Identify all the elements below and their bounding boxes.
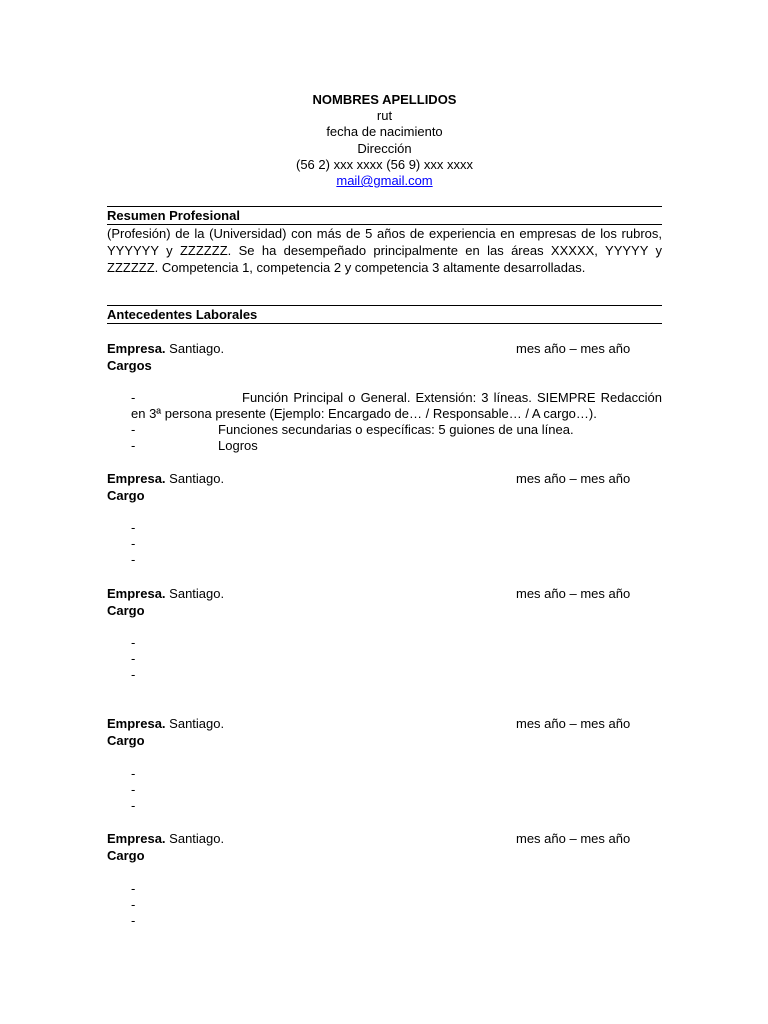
list-item bbox=[107, 798, 662, 814]
job-dates: mes año – mes año bbox=[516, 586, 631, 601]
bullet-dash: - bbox=[131, 897, 136, 912]
bullet-dash: - bbox=[131, 520, 136, 535]
company-city: Santiago. bbox=[169, 471, 225, 486]
bullet-text: Funciones secundarias o específicas: 5 guiones de una línea. bbox=[218, 422, 574, 437]
summary-bottom-rule bbox=[107, 224, 662, 225]
job-position: Cargo bbox=[107, 733, 145, 748]
list-item bbox=[107, 520, 662, 536]
work-top-rule bbox=[107, 305, 662, 306]
list-item bbox=[107, 782, 662, 798]
bullet-dash: - bbox=[131, 635, 136, 650]
bullet-text: Logros bbox=[218, 438, 258, 453]
company-name: Empresa. bbox=[107, 471, 166, 486]
contact-header bbox=[107, 92, 662, 189]
job-bullet-list bbox=[107, 520, 662, 568]
bullet-dash: - bbox=[131, 766, 136, 781]
company-city: Santiago. bbox=[169, 716, 225, 731]
phone-numbers: (56 2) xxx xxxx (56 9) xxx xxxx bbox=[296, 156, 473, 172]
list-item bbox=[107, 897, 662, 913]
job-dates: mes año – mes año bbox=[516, 831, 631, 846]
job-dates: mes año – mes año bbox=[516, 716, 631, 731]
company-name: Empresa. bbox=[107, 586, 166, 601]
list-item bbox=[107, 667, 662, 683]
company-name: Empresa. bbox=[107, 831, 166, 846]
company-city: Santiago. bbox=[169, 586, 225, 601]
bullet-dash: - bbox=[131, 536, 136, 551]
job-dates: mes año – mes año bbox=[516, 471, 631, 486]
bullet-dash: - bbox=[131, 881, 136, 896]
bullet-dash: - bbox=[131, 438, 136, 453]
list-item bbox=[107, 913, 662, 929]
company-name: Empresa. bbox=[107, 341, 166, 356]
list-item bbox=[107, 766, 662, 782]
list-item bbox=[107, 438, 662, 454]
company-city: Santiago. bbox=[169, 831, 225, 846]
list-item bbox=[107, 881, 662, 897]
bullet-dash: - bbox=[131, 552, 136, 567]
job-entry bbox=[107, 471, 662, 567]
list-item bbox=[107, 390, 662, 422]
summary-title: Resumen Profesional bbox=[107, 208, 240, 223]
summary-text: (Profesión) de la (Universidad) con más de 5 años de experiencia en empresas de los rubros, YYYYYY y ZZZZZZ. Se ha desempeñado principalmente en las áreas XXXXX, YYYYY y ZZZZZZ. Competencia 1, competencia 2 y competencia 3 altamente desarrolladas. bbox=[107, 226, 662, 275]
job-entry bbox=[107, 831, 662, 928]
job-entry bbox=[107, 586, 662, 682]
work-title: Antecedentes Laborales bbox=[107, 307, 258, 322]
bullet-dash: - bbox=[131, 651, 136, 666]
company-city: Santiago. bbox=[169, 341, 225, 356]
job-position: Cargo bbox=[107, 603, 145, 618]
birthdate-field: fecha de nacimiento bbox=[326, 124, 443, 140]
job-bullet-list bbox=[107, 390, 662, 454]
job-position: Cargo bbox=[107, 488, 145, 503]
job-position: Cargos bbox=[107, 358, 152, 373]
bullet-dash: - bbox=[131, 798, 136, 813]
email-link[interactable]: mail@gmail.com bbox=[336, 173, 433, 189]
list-item bbox=[107, 422, 662, 438]
bullet-dash: - bbox=[131, 782, 136, 797]
job-bullet-list bbox=[107, 635, 662, 683]
bullet-dash: - bbox=[131, 390, 136, 405]
bullet-dash: - bbox=[131, 667, 136, 682]
job-position: Cargo bbox=[107, 848, 145, 863]
address-field: Dirección bbox=[357, 140, 412, 156]
job-entry bbox=[107, 341, 662, 453]
full-name: NOMBRES APELLIDOS bbox=[312, 92, 457, 107]
bullet-text: Función Principal o General. Extensión: 3 líneas. SIEMPRE Redacción en 3ª persona presente (Ejemplo: Encargado de… / Responsable… / A cargo…). bbox=[131, 390, 662, 421]
bullet-dash: - bbox=[131, 913, 136, 928]
work-bottom-rule bbox=[107, 323, 662, 324]
job-entry bbox=[107, 716, 662, 813]
list-item bbox=[107, 552, 662, 568]
job-bullet-list bbox=[107, 881, 662, 929]
job-bullet-list bbox=[107, 766, 662, 814]
list-item bbox=[107, 635, 662, 651]
company-name: Empresa. bbox=[107, 716, 166, 731]
list-item bbox=[107, 536, 662, 552]
summary-top-rule bbox=[107, 206, 662, 207]
rut-field: rut bbox=[376, 108, 393, 124]
bullet-dash: - bbox=[131, 422, 136, 437]
list-item bbox=[107, 651, 662, 667]
job-dates: mes año – mes año bbox=[516, 341, 631, 356]
